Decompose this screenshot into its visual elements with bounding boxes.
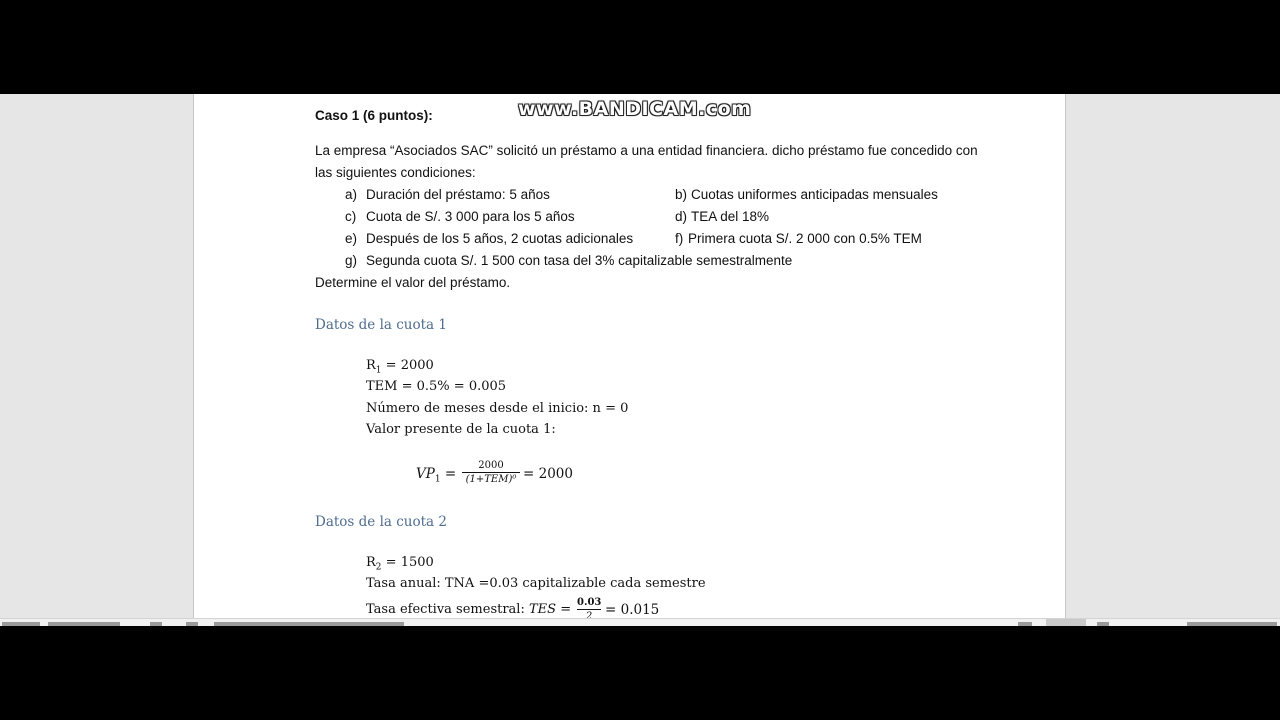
cuota1-meses: Número de meses desde el inicio: n = 0 xyxy=(366,401,629,416)
cuota2-heading: Datos de la cuota 2 xyxy=(315,514,447,530)
r-value: = 2000 xyxy=(381,358,434,373)
fraction-numerator: 0.03 xyxy=(577,597,602,608)
cuota2-tes-rhs: = 0.015 xyxy=(605,602,660,618)
condition-letter: d) xyxy=(675,209,688,224)
r-label: R xyxy=(366,555,376,570)
cuota1-heading: Datos de la cuota 1 xyxy=(315,317,447,333)
fraction-bar xyxy=(462,472,520,473)
condition-text: TEA del 18% xyxy=(691,209,770,224)
condition-text: Segunda cuota S/. 1 500 con tasa del 3% capitalizable semestralmente xyxy=(366,253,793,268)
r-subscript: 2 xyxy=(375,562,382,573)
condition-text: Después de los 5 años, 2 cuotas adicionales xyxy=(366,231,634,246)
case-title: Caso 1 (6 puntos): xyxy=(315,108,433,123)
cuota1-vp-label: Valor presente de la cuota 1: xyxy=(366,422,556,437)
fraction-denominator: (1+TEM)⁰ xyxy=(465,474,517,485)
fraction-denominator: 2 xyxy=(585,611,593,618)
tes-var: TES xyxy=(528,602,557,617)
eq-lhs: VP xyxy=(416,466,435,482)
intro-line-1: La empresa “Asociados SAC” solicitó un préstamo a una entidad financiera. dicho préstamo fue concedido con xyxy=(315,143,978,158)
condition-letter: b) xyxy=(675,187,688,202)
condition-letter: e) xyxy=(345,231,358,246)
condition-text: Cuota de S/. 3 000 para los 5 años xyxy=(366,209,575,224)
eq-lhs-sub: 1 xyxy=(434,474,441,485)
r-value: = 1500 xyxy=(381,555,434,570)
letterbox-bottom xyxy=(0,626,1280,720)
condition-letter: f) xyxy=(675,231,684,246)
cuota2-tna: Tasa anual: TNA =0.03 capitalizable cada semestre xyxy=(366,576,706,591)
letterbox-top xyxy=(0,0,1280,94)
cuota2-r-line xyxy=(366,555,434,573)
r-label: R xyxy=(366,358,376,373)
cuota2-fraction xyxy=(577,597,601,618)
cuota2-tes-label: Tasa efectiva semestral: TES = xyxy=(366,602,572,617)
cuota1-eq-rhs: = 2000 xyxy=(523,466,573,482)
condition-text: Primera cuota S/. 2 000 con 0.5% TEM xyxy=(688,231,922,246)
document-viewport[interactable] xyxy=(0,94,1280,618)
condition-text: Cuotas uniformes anticipadas mensuales xyxy=(691,187,938,202)
cuota1-vp-equation: $VP_1$ = xyxy=(416,466,457,485)
print-layout-button[interactable] xyxy=(1046,619,1086,626)
cuota1-r-line xyxy=(366,358,434,376)
status-bar xyxy=(0,618,1280,626)
tes-label-text: Tasa efectiva semestral: xyxy=(366,602,529,617)
condition-letter: a) xyxy=(345,187,358,202)
cuota1-fraction xyxy=(462,460,520,485)
cuota1-tem: TEM = 0.5% = 0.005 xyxy=(366,379,507,394)
bandicam-watermark: www.BANDICAM.com xyxy=(518,98,752,120)
intro-line-2: las siguientes condiciones: xyxy=(315,165,476,180)
r-subscript: 1 xyxy=(375,365,382,376)
condition-letter: c) xyxy=(345,209,357,224)
fraction-bar xyxy=(577,609,601,610)
question-text: Determine el valor del préstamo. xyxy=(315,275,511,290)
condition-text: Duración del préstamo: 5 años xyxy=(366,187,550,202)
document-page[interactable] xyxy=(193,94,1066,618)
condition-letter: g) xyxy=(345,253,358,268)
fraction-numerator: 2000 xyxy=(478,460,504,471)
